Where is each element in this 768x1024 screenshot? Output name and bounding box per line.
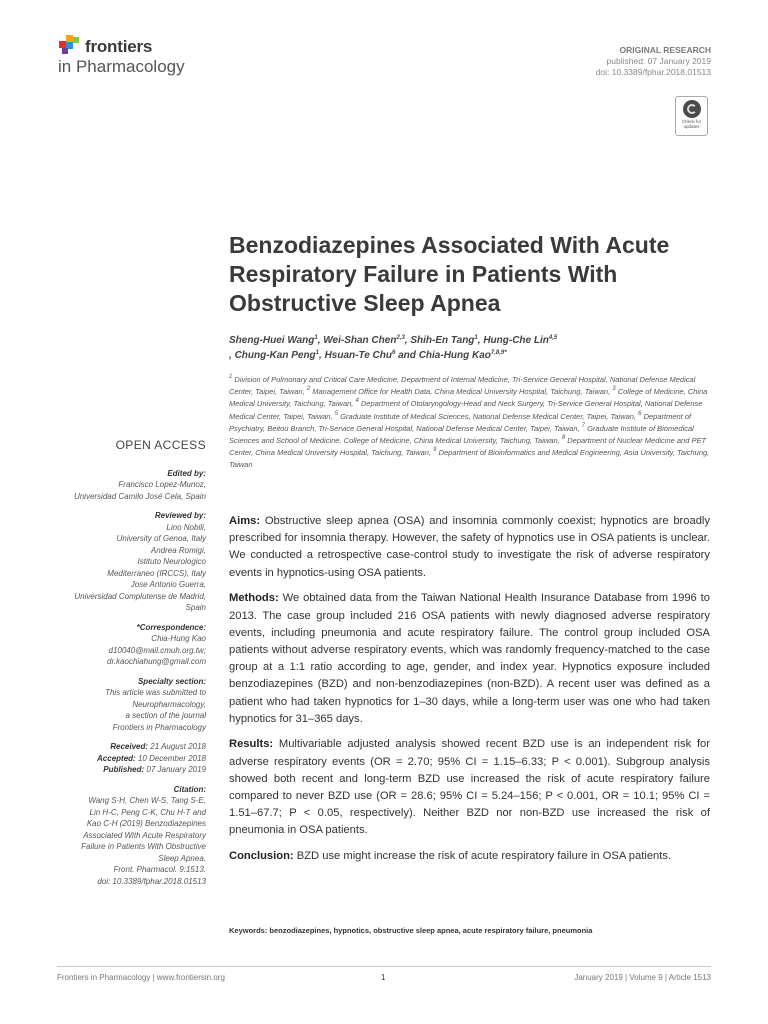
affiliations: [229, 374, 719, 472]
sidebar-line: Mediterraneo (IRCCS), Italy: [107, 568, 206, 578]
abstract: [229, 513, 710, 874]
author-affiliation-marker: 4,5: [548, 335, 558, 341]
author-affiliation-marker: 7,8,9*: [490, 350, 507, 356]
sidebar-line: Francisco Lopez-Munoz,: [118, 480, 206, 489]
sidebar-line: University of Genoa, Italy: [116, 534, 206, 543]
aims-label: Aims:: [229, 515, 261, 527]
author-name[interactable]: Hung-Che Lin: [483, 335, 549, 346]
author-separator: ,: [404, 335, 411, 346]
author-affiliation-marker: 6: [392, 350, 396, 356]
citation-heading: Citation:: [173, 784, 206, 794]
published-label: Published:: [103, 765, 145, 774]
sidebar-line: Failure in Patients With Obstructive: [81, 842, 206, 851]
author-list: [229, 333, 729, 363]
author-affiliation-marker: 2,3: [396, 335, 405, 341]
author-name[interactable]: Shih-En Tang: [410, 335, 475, 346]
affiliation-marker: 5: [334, 410, 339, 417]
sidebar-line: Lino Nobili,: [166, 522, 206, 532]
abstract-results: [229, 736, 710, 839]
affiliation-marker: 7: [581, 422, 586, 429]
reviewed-by-section: [52, 510, 206, 614]
abstract-aims: [229, 513, 710, 582]
sidebar-line: Jose Antonio Guerra,: [130, 580, 206, 589]
sidebar-line: Universidad Complutense de Madrid,: [74, 591, 206, 601]
correspondence-section: [52, 622, 206, 668]
author-name[interactable]: Wei-Shan Chen: [323, 335, 397, 346]
edited-by-heading: Edited by:: [167, 468, 206, 478]
sidebar-line: This article was submitted to: [105, 688, 206, 697]
sidebar-line: Spain: [185, 603, 206, 612]
aims-text: Obstructive sleep apnea (OSA) and insomnia commonly coexist; hypnotics are broadly prescribed for insomnia therapy. However, the safety of hypnotics use in OSA patients is unclear. We conducted a retrospective case-control study to investigate the risk of adverse respiratory events in hypnotics-using OSA patients.: [229, 515, 711, 579]
affiliation-text: Management Office for Health Data, China Medical University Hospital, Taichung, Taiwan,: [310, 387, 613, 397]
keywords: Keywords: benzodiazepines, hypnotics, obstructive sleep apnea, acute respiratory failure, pneumonia: [229, 926, 593, 935]
results-text: Multivariable adjusted analysis showed recent BZD use is an independent risk for adverse respiratory events (OR = 2.70; 95% CI = 1.15–6.33; P < 0.001). Subgroup analysis showed both recent and long-term BZD use increased the risk of acute respiratory failure compared to never BZD use (OR = 28.6; 95% CI = 5.24–156; P < 0.001, OR = 10.1; 95% CI = 1.51–67.7; P < 0.05, respectively). Neither BZD nor non-BZD use increased the risk of pneumonia in OSA patients.: [229, 738, 711, 837]
sidebar-line: Andrea Romigi,: [150, 545, 206, 555]
abstract-conclusion: [229, 848, 710, 865]
results-label: Results:: [229, 738, 274, 751]
conclusion-text: BZD use might increase the risk of acute respiratory failure in OSA patients.: [296, 850, 672, 863]
edited-by-section: [52, 468, 206, 503]
abstract-methods: [229, 590, 710, 728]
affiliation-marker: 6: [638, 410, 642, 417]
page-number: 1: [381, 973, 386, 982]
correspondence-email[interactable]: d10040@mail.cmuh.org.tw;: [108, 645, 206, 655]
footer-journal[interactable]: Frontiers in Pharmacology | www.frontiersin.org: [57, 973, 225, 982]
sidebar-line: Associated With Acute Respiratory: [83, 830, 206, 840]
footer-divider: [57, 966, 711, 967]
author-affiliation-marker: 1: [315, 350, 320, 356]
open-access-label: OPEN ACCESS: [115, 438, 206, 452]
sidebar-line: Chia-Hung Kao: [151, 634, 206, 643]
sidebar-line: Frontiers in Pharmacology: [112, 722, 206, 732]
author-separator: ,: [317, 335, 324, 346]
affiliation-text: Division of Pulmonary and Critical Care Medicine, Department of Internal Medicine, Tri-Service General Hospital, National Defense Medical Center, Taipei, Taiwan,: [229, 375, 696, 397]
sidebar-line: Universidad Camilo José Cela, Spain: [73, 491, 206, 501]
accepted-label: Accepted:: [97, 753, 136, 763]
affiliation-marker: 3: [612, 386, 616, 393]
affiliation-marker: 9: [433, 447, 437, 454]
sidebar-line: Neuropharmacology,: [132, 699, 206, 709]
sidebar-line: Wang S-H, Chen W-S, Tang S-E,: [88, 796, 206, 805]
dates-section: [52, 741, 206, 776]
published-date-sidebar: [52, 764, 206, 776]
affiliation-marker: 2: [306, 386, 311, 393]
check-for-updates-icon: [683, 100, 701, 118]
article-meta: [596, 45, 711, 78]
received-date: [52, 741, 206, 753]
affiliation-text: Department of Nuclear Medicine and PET Center, China Medical University Hospital, Taichung, Taiwan,: [229, 436, 707, 458]
frontiers-logo-icon: [57, 33, 83, 59]
check-for-updates-badge[interactable]: [675, 96, 708, 136]
article-title: Benzodiazepines Associated With Acute Respiratory Failure in Patients With Obstructive Sleep Apnea: [229, 232, 670, 316]
affiliation-text: Graduate Institute of Biomedical Sciences and School of Medicine, College of Medicine, China Medical University, Taichung, Taiwan,: [229, 423, 694, 446]
sidebar-line: Kao C-H (2019) Benzodiazepines: [86, 819, 206, 828]
accepted-value: 10 December 2018: [137, 753, 206, 763]
author-affiliation-marker: 1: [314, 335, 318, 341]
correspondence-email[interactable]: dr.kaochiahung@gmail.com: [107, 657, 206, 666]
affiliation-text: Department of Otolaryngology-Head and Neck Surgery, Tri-Service General Hospital, National Defense Medical Center, Taipei, Taiwan,: [229, 399, 703, 421]
footer-issue: January 2019 | Volume 9 | Article 1513: [574, 973, 711, 982]
check-label-1: Check for: [681, 119, 702, 124]
check-label-2: updates: [683, 124, 700, 129]
affiliation-marker: 4: [355, 398, 359, 405]
sidebar-line: Sleep Apnea.: [158, 853, 206, 863]
affiliation-marker: 1: [229, 374, 233, 380]
sidebar-line: Front. Pharmacol. 9:1513.: [113, 865, 206, 874]
specialty-section: [52, 676, 206, 734]
affiliation-text: Graduate Institute of Medical Sciences, National Defense Medical Center, Taipei, Taiwan,: [338, 411, 639, 421]
methods-label: Methods:: [229, 592, 279, 605]
citation-section: [52, 784, 206, 888]
correspondence-heading: *Correspondence:: [136, 622, 206, 632]
author-separator: ,: [319, 350, 325, 361]
author-separator: ,: [477, 335, 484, 346]
specialty-heading: Specialty section:: [137, 676, 206, 686]
sidebar-line: a section of the journal: [125, 711, 206, 720]
published-date: published: 07 January 2019: [606, 56, 711, 66]
methods-text: We obtained data from the Taiwan National Health Insurance Database from 1996 to 2013. The case group included 216 OSA patients with newly diagnosed adverse respiratory events, including pneumonia and acute respiratory failure. The control group included OSA patients without adverse respiratory events, which was randomly frequency-matched to the case group at a 1:1 ratio according to age, gender, and index year. Hypnotics exposure included benzodiazepines (BZD) and non-benzodiazepines (non-BZD). A recent user was defined as a patient who had taken hypnotics for 1–30 days, while a long-term user was one who had taken hypnotics for 31–365 days.: [229, 592, 710, 725]
article-sidebar: [52, 440, 206, 895]
sidebar-line[interactable]: doi: 10.3389/fphar.2018.01513: [97, 876, 206, 886]
sidebar-line: Lin H-C, Peng C-K, Chu H-T and: [89, 807, 206, 817]
conclusion-label: Conclusion:: [229, 850, 294, 863]
reviewed-by-heading: Reviewed by:: [154, 511, 206, 520]
author-name[interactable]: Hsuan-Te Chu: [324, 350, 392, 361]
published-value: 07 January 2019: [146, 765, 206, 774]
article-type: ORIGINAL RESEARCH: [619, 45, 711, 55]
affiliation-marker: 8: [561, 435, 566, 442]
received-label: Received:: [110, 742, 149, 751]
accepted-date: [52, 753, 206, 765]
received-value: 21 August 2018: [150, 742, 206, 751]
author-separator: ,: [229, 350, 235, 361]
author-name[interactable]: Sheng-Huei Wang: [229, 335, 315, 346]
affiliation-text: Department of Bioinformatics and Medical Engineering, Asia University, Taichung, Taiwan: [229, 448, 710, 470]
affiliation-text: Department of Psychiatry, Beitou Branch, Tri-Service General Hospital, National Defense Medical Center, Taipei, Taiwan,: [229, 411, 692, 433]
affiliation-text: College of Medicine, China Medical University, Taichung, Taiwan,: [229, 387, 708, 409]
journal-name: frontiers: [85, 37, 153, 56]
author-separator: and: [395, 350, 419, 361]
journal-subname: in Pharmacology: [58, 57, 185, 76]
author-affiliation-marker: 1: [474, 335, 478, 341]
author-name[interactable]: Chia-Hung Kao: [418, 350, 491, 361]
author-name[interactable]: Chung-Kan Peng: [234, 350, 316, 361]
article-doi: doi: 10.3389/fphar.2018.01513: [595, 67, 711, 77]
sidebar-line: Istituto Neurologico: [137, 557, 206, 566]
